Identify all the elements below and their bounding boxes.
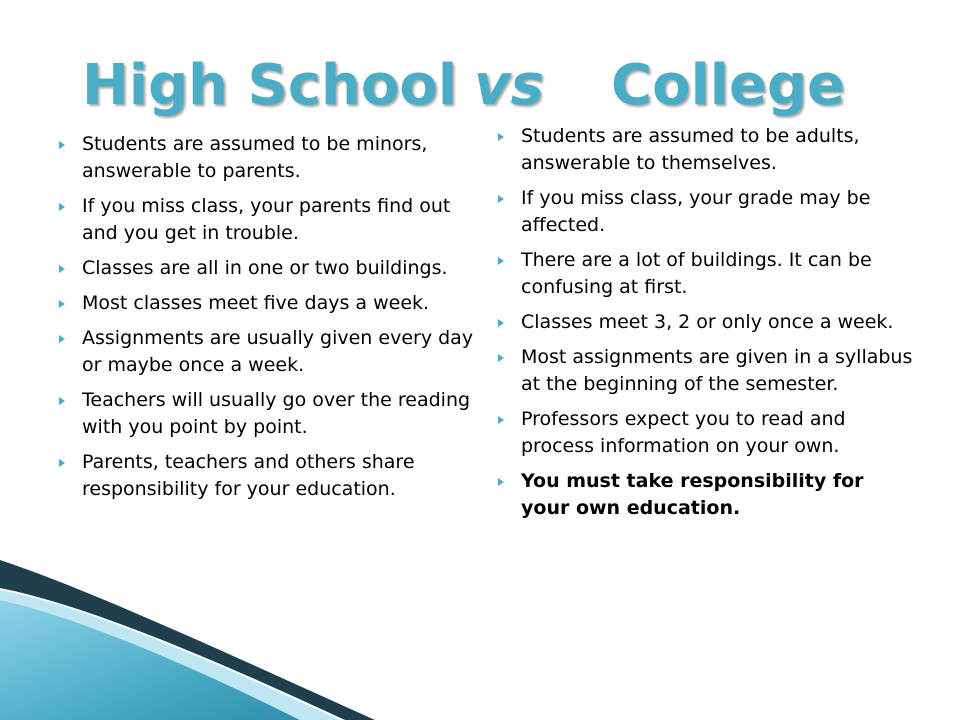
title-college: College xyxy=(611,53,846,118)
item-text: Classes are all in one or two buildings. xyxy=(82,257,448,279)
college-item xyxy=(497,309,917,336)
item-text: Parents, teachers and others share responsibility for your education. xyxy=(82,451,415,500)
college-item xyxy=(497,406,917,460)
college-item xyxy=(497,185,917,239)
college-list xyxy=(497,123,917,522)
item-text: You must take responsibility for your own education. xyxy=(521,470,864,519)
high-school-list xyxy=(58,131,478,503)
bullet-arrow-icon xyxy=(59,265,65,273)
item-text: Assignments are usually given every day or maybe once a week. xyxy=(82,327,474,376)
high-school-item xyxy=(58,325,478,379)
item-text: Students are assumed to be adults, answerable to themselves. xyxy=(521,125,860,174)
college-item xyxy=(497,123,917,177)
title-high-school: High School xyxy=(82,53,458,118)
bullet-arrow-icon xyxy=(59,335,65,343)
bullet-arrow-icon xyxy=(59,397,65,405)
high-school-item xyxy=(58,290,478,317)
bullet-arrow-icon xyxy=(498,354,504,362)
college-column xyxy=(497,123,917,530)
item-text: Classes meet 3, 2 or only once a week. xyxy=(521,311,894,333)
title-vs: vs xyxy=(474,53,544,118)
item-text: Most classes meet five days a week. xyxy=(82,292,430,314)
high-school-item xyxy=(58,193,478,247)
bullet-arrow-icon xyxy=(59,141,65,149)
bullet-arrow-icon xyxy=(498,319,504,327)
bullet-arrow-icon xyxy=(498,416,504,424)
bullet-arrow-icon xyxy=(59,459,65,467)
bullet-arrow-icon xyxy=(498,478,504,486)
high-school-item xyxy=(58,449,478,503)
bullet-arrow-icon xyxy=(498,133,504,141)
bullet-arrow-icon xyxy=(59,300,65,308)
item-text: If you miss class, your parents find out and you get in trouble. xyxy=(82,195,451,244)
slide-title xyxy=(0,46,960,126)
high-school-item xyxy=(58,387,478,441)
item-text: If you miss class, your grade may be affected. xyxy=(521,187,871,236)
decorative-wave xyxy=(0,560,380,720)
item-text: Teachers will usually go over the reading with you point by point. xyxy=(82,389,471,438)
item-text: Professors expect you to read and process information on your own. xyxy=(521,408,846,457)
bullet-arrow-icon xyxy=(498,257,504,265)
item-text: Most assignments are given in a syllabus at the beginning of the semester. xyxy=(521,346,913,395)
wave-light-band xyxy=(0,600,300,720)
item-text: Students are assumed to be minors, answerable to parents. xyxy=(82,133,428,182)
college-item xyxy=(497,344,917,398)
high-school-column xyxy=(58,131,478,511)
bullet-arrow-icon xyxy=(498,195,504,203)
high-school-item xyxy=(58,131,478,185)
item-text: There are a lot of buildings. It can be confusing at first. xyxy=(521,249,872,298)
bullet-arrow-icon xyxy=(59,203,65,211)
college-item xyxy=(497,247,917,301)
high-school-item xyxy=(58,255,478,282)
college-item-emphasis xyxy=(497,468,917,522)
